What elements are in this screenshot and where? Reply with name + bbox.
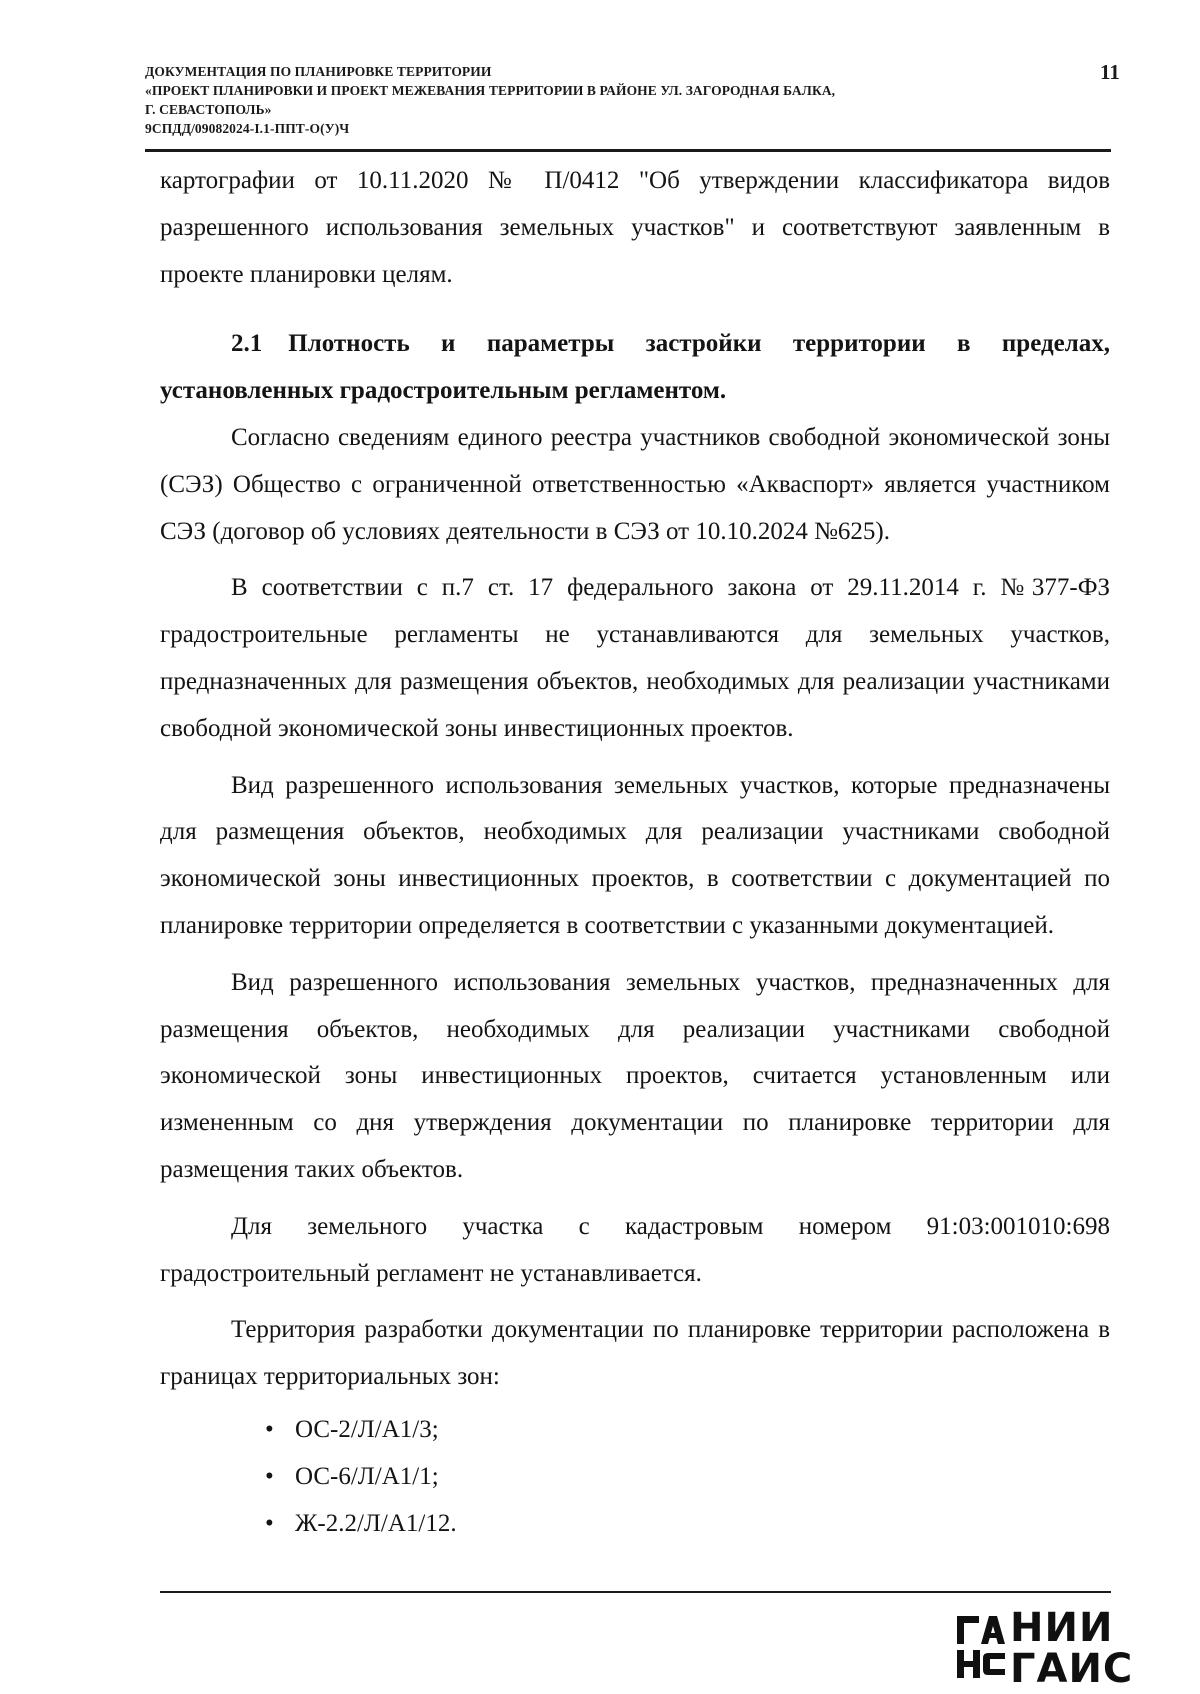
section-title: Плотность и параметры застройки территории в пределах, установленных градостроительным регламентом.	[160, 330, 1110, 405]
list-item	[265, 1501, 1110, 1548]
footer-divider	[160, 1591, 1111, 1593]
paragraph-5: Для земельного участка с кадастровым номером 91:03:001010:698 градостроительный регламент не устанавливается.	[160, 1212, 1110, 1287]
paragraph-4: Вид разрешенного использования земельных участков, предназначенных для размещения объектов, необходимых для реализации участниками свободной экономической зоны инвестиционных проектов, считается установленным или измененным со дня утверждения документации по планировке территории для размещения таких объектов.	[160, 968, 1110, 1183]
document-body	[160, 158, 1110, 1547]
list-item	[265, 1407, 1110, 1454]
bullet-icon: •	[265, 1415, 274, 1443]
paragraph-1: Согласно сведениям единого реестра участников свободной экономической зоны (СЭЗ) Общество с ограниченной ответственностью «Акваспорт» является участником СЭЗ (договор об условиях деятельности в СЭЗ от 10.10.2024 №625).	[160, 423, 1110, 545]
logo-text-bottom: ГАИС	[1010, 1646, 1134, 1692]
bullet-icon: •	[265, 1509, 274, 1537]
intro-paragraph: картографии от 10.11.2020 № П/0412 "Об утверждении классификатора видов разрешенного использования земельных участков" и соответствуют заявленным в проекте планировки целям.	[160, 167, 1110, 288]
section-number: 2.1	[231, 330, 263, 358]
header-line-1: ДОКУМЕНТАЦИЯ ПО ПЛАНИРОВКЕ ТЕРРИТОРИИ	[145, 64, 492, 79]
document-header	[145, 62, 1045, 138]
zone-item-1: ОС-2/Л/А1/3;	[295, 1415, 439, 1443]
paragraph-3: Вид разрешенного использования земельных участков, которые предназначены для размещения объектов, необходимых для реализации участниками свободной экономической зоны инвестиционных проектов, в соответствии с документацией по планировке территории определяется в соответствии с указанными документацией.	[160, 771, 1110, 939]
document-code: 9СПДД/09082024-I.1-ППТ-О(У)Ч	[145, 121, 350, 136]
header-divider	[145, 149, 1111, 152]
paragraph-2: В соответствии с п.7 ст. 17 федерального закона от 29.11.2014 г. №377-ФЗ градостроительные регламенты не устанавливаются для земельных участков, предназначенных для размещения объектов, необходимых для реализации участниками свободной экономической зоны инвестиционных проектов.	[160, 574, 1110, 742]
zone-list	[160, 1407, 1110, 1547]
section-heading	[160, 321, 1110, 415]
page-number: 11	[1100, 60, 1120, 84]
zone-item-2: ОС-6/Л/А1/1;	[295, 1462, 439, 1490]
zone-item-3: Ж-2.2/Л/А1/12.	[295, 1509, 457, 1537]
header-line-3: Г. СЕВАСТОПОЛЬ»	[145, 102, 272, 117]
bullet-icon: •	[265, 1462, 274, 1490]
header-line-2: «ПРОЕКТ ПЛАНИРОВКИ И ПРОЕКТ МЕЖЕВАНИЯ ТЕРРИТОРИИ В РАЙОНЕ УЛ. ЗАГОРОДНАЯ БАЛКА,	[145, 83, 836, 98]
list-item	[265, 1454, 1110, 1501]
paragraph-6: Территория разработки документации по планировке территории расположена в границах территориальных зон:	[160, 1316, 1110, 1391]
logo-text-top: НИИ	[1010, 1605, 1114, 1651]
